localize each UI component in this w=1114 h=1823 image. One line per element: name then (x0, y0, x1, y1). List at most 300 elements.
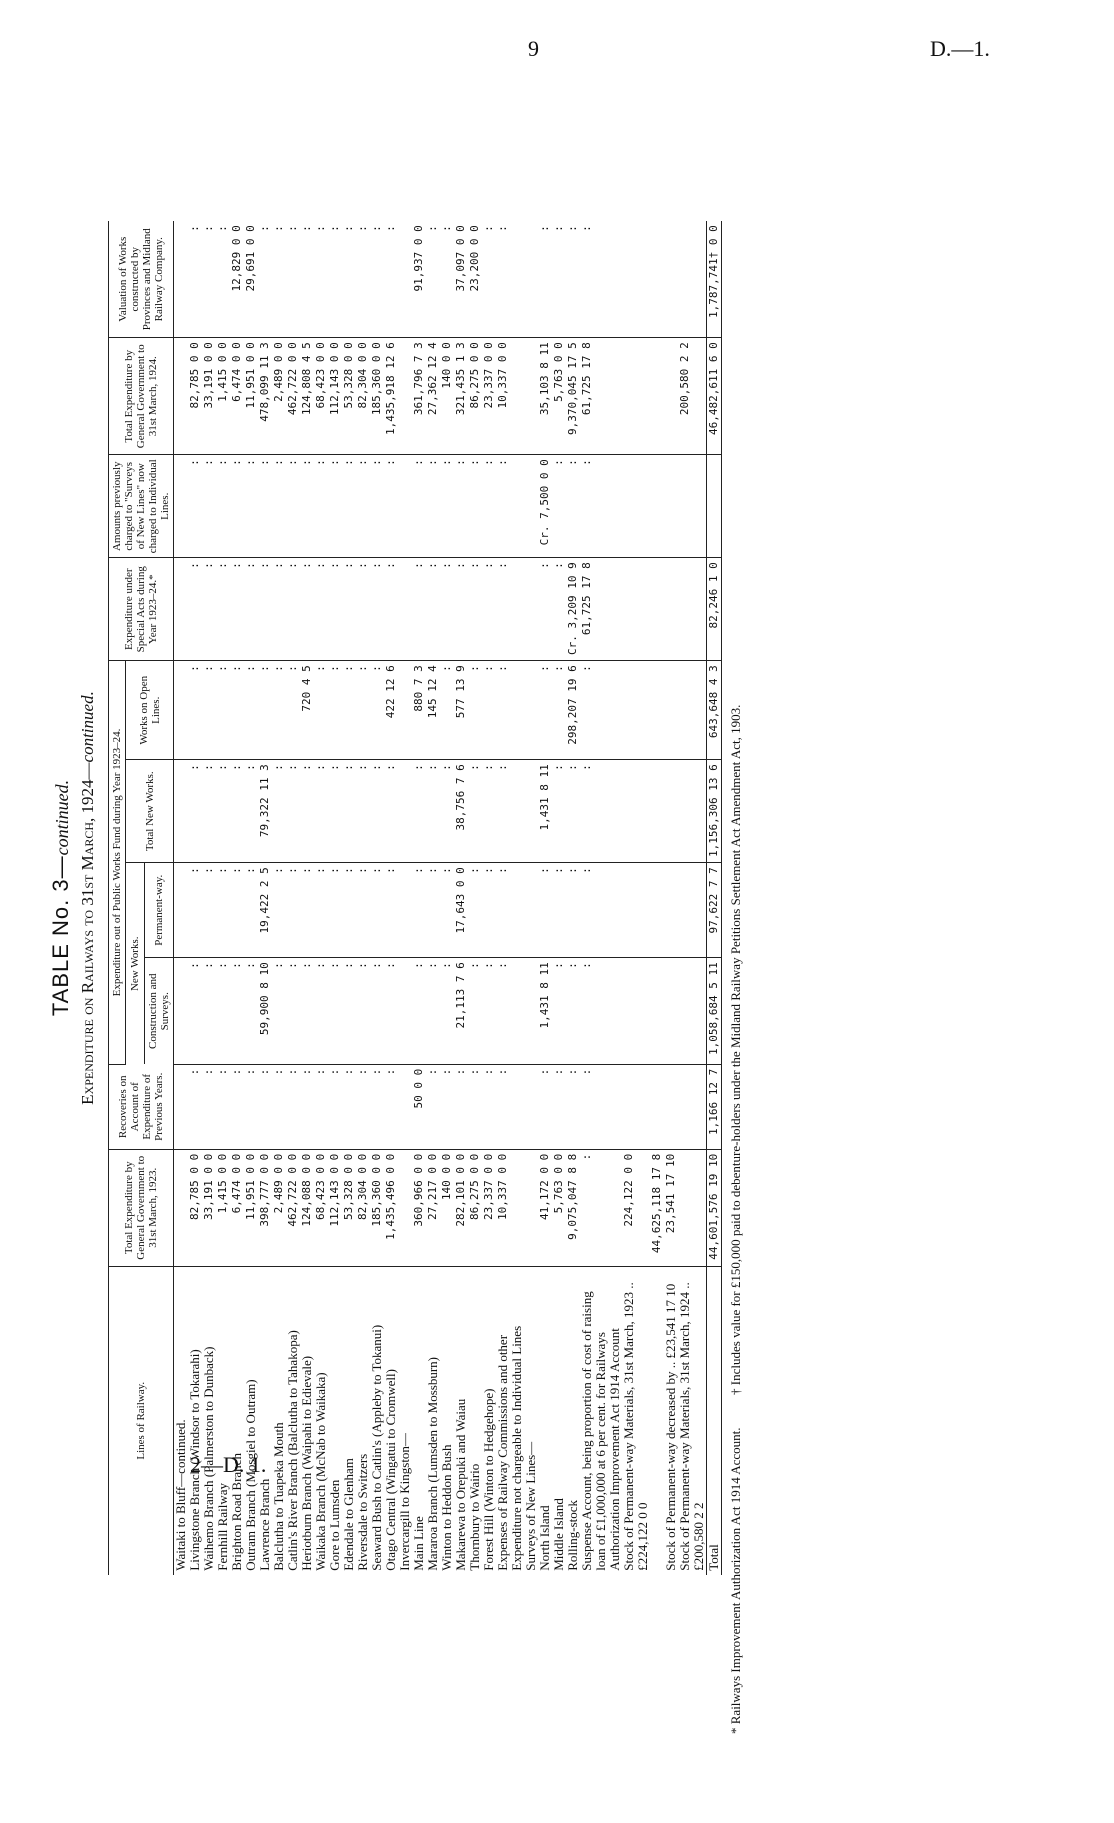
row-value: : (468, 863, 482, 958)
row-value: : (314, 558, 328, 661)
row-value (678, 1149, 707, 1266)
row-value: : (468, 760, 482, 863)
row-value: : (384, 221, 398, 338)
row-value: : (552, 558, 566, 661)
row-label (650, 1266, 664, 1575)
row-value (174, 338, 189, 455)
row-value (664, 558, 678, 661)
row-value: : (566, 863, 580, 958)
row-value: 1,166 12 7 (707, 1064, 722, 1149)
row-value: : (482, 863, 496, 958)
row-value (524, 455, 538, 558)
row-value (398, 760, 412, 863)
row-value: : (482, 661, 496, 760)
row-value: : (216, 760, 230, 863)
row-value: : (230, 558, 244, 661)
header-recoveries: Recoveries on Account of Expenditure of Previous Years. (109, 1064, 174, 1149)
row-value: 82,304 0 0 (356, 1149, 370, 1266)
table-row (398, 221, 412, 1575)
row-value: : (538, 863, 552, 958)
header-permanent-way: Permanent-way. (145, 863, 174, 958)
header-construction: Construction and Surveys. (145, 958, 174, 1065)
row-value (678, 1064, 707, 1149)
row-value: 1,058,684 5 11 (707, 958, 722, 1065)
row-value: : (314, 863, 328, 958)
row-value: : (538, 1064, 552, 1149)
row-label: Stock of Permanent-way decreased by .. £23,541 17 10 (663, 1283, 678, 1571)
row-value: 140 0 0 (440, 338, 454, 455)
row-value: : (356, 455, 370, 558)
row-value: : (496, 558, 524, 661)
table-row (412, 221, 426, 1575)
row-value: 35,103 8 11 (538, 338, 552, 455)
table-row (244, 221, 258, 1575)
row-value (174, 558, 189, 661)
row-value: : (370, 863, 384, 958)
row-value: : (482, 455, 496, 558)
row-value: : (580, 1064, 622, 1149)
row-value: : (412, 558, 426, 661)
row-value: : (426, 455, 440, 558)
row-value (524, 558, 538, 661)
row-value (622, 958, 650, 1065)
row-value: 462,722 0 0 (286, 1149, 300, 1266)
row-label: North Island (537, 1505, 552, 1571)
table-row (356, 221, 370, 1575)
row-value (650, 760, 664, 863)
row-value: 1,431 8 11 (538, 760, 552, 863)
row-value: : (258, 558, 272, 661)
row-value (678, 558, 707, 661)
row-value: : (230, 863, 244, 958)
row-value: : (426, 558, 440, 661)
row-value: 21,113 7 6 (454, 958, 468, 1065)
row-value (398, 1149, 412, 1266)
row-value: : (412, 455, 426, 558)
row-value: : (384, 455, 398, 558)
row-value: : (328, 455, 342, 558)
row-value: 112,143 0 0 (328, 1149, 342, 1266)
header-special-acts: Expenditure under Special Acts during Year 1923–24.* (109, 558, 174, 661)
row-value: : (286, 221, 300, 338)
row-value: 720 4 5 (300, 661, 314, 760)
row-value (650, 558, 664, 661)
row-value (174, 1064, 189, 1149)
footnote-dagger: † Includes value for £150,000 paid to debenture-holders under the Midland Railway Petitions Settlement Act Amendment Act, 1903. (728, 704, 743, 1395)
row-label: Waihemo Branch (Palmerston to Dunback) (201, 1346, 216, 1571)
row-value: : (580, 1149, 622, 1266)
expenditure-table (108, 221, 722, 1575)
row-value (398, 455, 412, 558)
row-value (524, 760, 538, 863)
row-value: : (202, 958, 216, 1065)
row-value (174, 1149, 189, 1266)
row-label: Riversdale to Switzers (355, 1453, 370, 1571)
row-value: 82,785 0 0 (188, 1149, 202, 1266)
row-value: : (356, 661, 370, 760)
row-value: 12,829 0 0 (230, 221, 244, 338)
row-value: : (286, 1064, 300, 1149)
row-value: : (314, 958, 328, 1065)
row-value: 422 12 6 (384, 661, 398, 760)
table-subtitle-main: Expenditure on Railways to 31st March, 1924— (78, 762, 97, 1105)
row-label: Outram Branch (Mosgiel to Outram) (243, 1379, 258, 1571)
row-value: : (328, 221, 342, 338)
row-value: : (286, 760, 300, 863)
row-value: 97,622 7 7 (707, 863, 722, 958)
row-value: 112,143 0 0 (328, 338, 342, 455)
row-value: : (300, 760, 314, 863)
table-row (272, 221, 286, 1575)
table-row (524, 221, 538, 1575)
row-value (678, 863, 707, 958)
row-value (622, 760, 650, 863)
row-value (524, 1149, 538, 1266)
row-value: : (314, 760, 328, 863)
row-value: : (328, 760, 342, 863)
row-value: : (580, 455, 622, 558)
row-value: : (300, 863, 314, 958)
row-value: 185,360 0 0 (370, 1149, 384, 1266)
row-value: : (370, 221, 384, 338)
row-value: : (314, 1064, 328, 1149)
row-value: 19,422 2 5 (258, 863, 272, 958)
row-value: 33,191 0 0 (202, 1149, 216, 1266)
row-value: : (412, 760, 426, 863)
row-value: : (468, 958, 482, 1065)
row-value: : (244, 760, 258, 863)
row-value: : (412, 958, 426, 1065)
row-value: : (468, 455, 482, 558)
row-value: : (356, 863, 370, 958)
row-value: : (538, 558, 552, 661)
row-value: : (580, 661, 622, 760)
row-value: : (272, 558, 286, 661)
row-value: 5,763 0 0 (552, 1149, 566, 1266)
row-label: Thornbury to Wairio (467, 1463, 482, 1571)
row-label: Balclutha to Tuapeka Mouth (271, 1422, 286, 1571)
document-code: D.—1. (930, 36, 990, 61)
row-label: Rolling-stock (565, 1499, 580, 1571)
row-value: 1,787,741† 0 0 (707, 221, 722, 338)
row-value: 360,966 0 0 (412, 1149, 426, 1266)
row-value (664, 661, 678, 760)
row-value: : (384, 863, 398, 958)
row-value: : (272, 661, 286, 760)
row-value: 91,937 0 0 (412, 221, 426, 338)
header-pwf-group: Expenditure out of Public Works Fund during Year 1923–24. (109, 661, 126, 1065)
table-title-cont: continued. (52, 779, 72, 856)
row-value: : (244, 958, 258, 1065)
header-total-prev: Total Expenditure by General Government to 31st March, 1923. (109, 1149, 174, 1266)
row-value: : (440, 760, 454, 863)
row-value: 44,625,118 17 8 (650, 1149, 664, 1266)
row-value: : (286, 661, 300, 760)
table-body (174, 221, 722, 1575)
row-value: : (566, 760, 580, 863)
row-value: : (370, 760, 384, 863)
row-value: 23,337 0 0 (482, 338, 496, 455)
table-row (216, 221, 230, 1575)
row-value: : (426, 221, 440, 338)
header-open-lines: Works on Open Lines. (126, 661, 174, 760)
row-value: : (244, 661, 258, 760)
row-value: : (342, 558, 356, 661)
row-label: Middle Island (551, 1498, 566, 1571)
table-title-main: TABLE No. 3— (48, 855, 73, 1017)
row-value: : (384, 1064, 398, 1149)
row-value: : (538, 661, 552, 760)
row-value: 68,423 0 0 (314, 1149, 328, 1266)
row-value: : (566, 1064, 580, 1149)
row-label: Winton to Heddon Bush (439, 1444, 454, 1571)
page-number: 9 (528, 36, 539, 61)
row-value: : (188, 863, 202, 958)
row-value: : (188, 760, 202, 863)
row-label: Makarewa to Orepuki and Waiau (453, 1398, 468, 1571)
row-value: : (496, 760, 524, 863)
row-value (398, 338, 412, 455)
row-value: : (384, 958, 398, 1065)
row-value: : (426, 863, 440, 958)
total-row (707, 221, 722, 1575)
row-value: : (328, 1064, 342, 1149)
row-value: 27,217 0 0 (426, 1149, 440, 1266)
row-value: : (202, 661, 216, 760)
row-value: : (216, 558, 230, 661)
row-value: : (286, 558, 300, 661)
row-value: : (566, 958, 580, 1065)
row-value: : (440, 863, 454, 958)
table-row (230, 221, 244, 1575)
row-value: : (454, 558, 468, 661)
row-value: : (300, 958, 314, 1065)
row-label: Invercargill to Kingston— (397, 1433, 412, 1571)
row-value: : (496, 958, 524, 1065)
row-value: 462,722 0 0 (286, 338, 300, 455)
table-row (538, 221, 552, 1575)
row-value: 1,415 0 0 (216, 1149, 230, 1266)
row-value: : (202, 455, 216, 558)
row-label: Stock of Permanent-way Materials, 31st March, 1923 .. £224,122 0 0 (621, 1282, 650, 1571)
row-value: : (580, 863, 622, 958)
row-value: : (370, 1064, 384, 1149)
row-value: : (454, 1064, 468, 1149)
row-value: 23,337 0 0 (482, 1149, 496, 1266)
row-value (678, 455, 707, 558)
row-value: 298,207 19 6 (566, 661, 580, 760)
row-value (664, 455, 678, 558)
row-value: : (482, 958, 496, 1065)
row-value: 53,328 0 0 (342, 338, 356, 455)
row-value: 27,362 12 4 (426, 338, 440, 455)
row-value (622, 558, 650, 661)
row-value: : (580, 760, 622, 863)
table-row (580, 221, 622, 1575)
row-value: : (258, 455, 272, 558)
row-value (664, 1064, 678, 1149)
row-value: : (244, 1064, 258, 1149)
row-value (664, 338, 678, 455)
table-row (482, 221, 496, 1575)
table-row (370, 221, 384, 1575)
row-label: Otago Central (Wingatui to Cromwell) (383, 1369, 398, 1571)
header-new-works: New Works. (126, 863, 145, 1065)
row-value: 880 7 3 (412, 661, 426, 760)
row-value: 6,474 0 0 (230, 338, 244, 455)
table-row (440, 221, 454, 1575)
table-row (314, 221, 328, 1575)
row-value: 38,756 7 6 (454, 760, 468, 863)
header-amounts-prev: Amounts previously charged to "Surveys of New Lines" now charged to Individual Lines. (109, 455, 174, 558)
row-value (650, 661, 664, 760)
row-value (174, 958, 189, 1065)
row-value: 79,322 11 3 (258, 760, 272, 863)
table-row (454, 221, 468, 1575)
row-label: Surveys of New Lines— (523, 1441, 538, 1571)
row-value: 44,601,576 19 10 (707, 1149, 722, 1266)
row-value: : (272, 1064, 286, 1149)
row-value: : (328, 958, 342, 1065)
row-value: 82,246 1 0 (707, 558, 722, 661)
row-value: : (314, 661, 328, 760)
row-value: 1,435,496 0 0 (384, 1149, 398, 1266)
row-value: : (440, 1064, 454, 1149)
row-value: : (216, 661, 230, 760)
table-row (202, 221, 216, 1575)
row-value: : (496, 863, 524, 958)
row-value: 46,482,611 6 0 (707, 338, 722, 455)
row-value: 61,725 17 8 (580, 558, 622, 661)
row-value (622, 455, 650, 558)
row-value: 29,691 0 0 (244, 221, 258, 338)
row-value (174, 760, 189, 863)
row-value: : (342, 863, 356, 958)
row-value: : (552, 958, 566, 1065)
row-value (524, 221, 538, 338)
row-value: 10,337 0 0 (496, 338, 524, 455)
row-value: : (286, 958, 300, 1065)
row-label: Stock of Permanent-way Materials, 31st March, 1924 .. £200,580 2 2 (677, 1282, 706, 1571)
row-value: 86,275 0 0 (468, 338, 482, 455)
row-value: : (188, 661, 202, 760)
row-label: Edendale to Glenham (341, 1458, 356, 1571)
table-row (384, 221, 398, 1575)
row-value (398, 558, 412, 661)
row-value: : (314, 455, 328, 558)
row-value: : (356, 958, 370, 1065)
row-value: 398,777 0 0 (258, 1149, 272, 1266)
row-value: : (202, 760, 216, 863)
row-value (398, 1064, 412, 1149)
row-value: : (314, 221, 328, 338)
row-value: 9,370,045 17 5 (566, 338, 580, 455)
row-value (524, 661, 538, 760)
row-value: : (188, 221, 202, 338)
row-label: Waikaka Branch (McNab to Waikaka) (313, 1372, 328, 1571)
row-value: : (188, 558, 202, 661)
row-value (398, 958, 412, 1065)
row-value: 361,796 7 3 (412, 338, 426, 455)
row-value: : (370, 558, 384, 661)
row-value: 11,951 0 0 (244, 1149, 258, 1266)
row-value: 11,951 0 0 (244, 338, 258, 455)
row-value: 86,275 0 0 (468, 1149, 482, 1266)
row-value: : (342, 661, 356, 760)
row-label: Mararoa Branch (Lumsden to Mossburn) (425, 1357, 440, 1571)
row-label: Heriotburn Branch (Waipahi to Edievale) (299, 1355, 314, 1571)
footnote-star: * Railways Improvement Authorization Act 1914 Account. (728, 1427, 743, 1734)
row-label: Lawrence Branch (257, 1478, 272, 1571)
row-value: 145 12 4 (426, 661, 440, 760)
row-value (398, 661, 412, 760)
row-value (664, 863, 678, 958)
row-value: : (258, 1064, 272, 1149)
row-value (524, 863, 538, 958)
footnotes (728, 48, 744, 1748)
row-value: : (454, 455, 468, 558)
row-label: Total (707, 1266, 722, 1575)
row-value: 10,337 0 0 (496, 1149, 524, 1266)
table-row (650, 221, 664, 1575)
row-value: 50 0 0 (412, 1064, 426, 1149)
row-value: : (384, 760, 398, 863)
row-value (650, 863, 664, 958)
row-value: : (566, 455, 580, 558)
row-value: : (244, 455, 258, 558)
row-value: : (440, 558, 454, 661)
row-value: 1,156,306 13 6 (707, 760, 722, 863)
table-row (300, 221, 314, 1575)
row-value: 1,431 8 11 (538, 958, 552, 1065)
row-value: : (272, 958, 286, 1065)
row-value: : (356, 760, 370, 863)
table-subtitle-cont: continued. (78, 691, 97, 763)
row-value: 6,474 0 0 (230, 1149, 244, 1266)
table-row (622, 221, 650, 1575)
table-subtitle (78, 48, 98, 1748)
row-value (664, 760, 678, 863)
row-value: : (300, 455, 314, 558)
row-value (174, 221, 189, 338)
row-value: 224,122 0 0 (622, 1149, 650, 1266)
row-value: : (342, 455, 356, 558)
row-value (650, 958, 664, 1065)
row-value: : (328, 863, 342, 958)
row-value: : (202, 558, 216, 661)
row-label: Suspense Account, being proportion of cost of raising loan of £1,000,000 at 6 per cent. for Railways Authorization Improvement Act 1914 Account (579, 1291, 622, 1571)
row-value (650, 1064, 664, 1149)
row-value (174, 455, 189, 558)
row-value: : (566, 221, 580, 338)
row-value: : (370, 958, 384, 1065)
row-value: : (496, 661, 524, 760)
row-value: : (342, 958, 356, 1065)
row-value: : (272, 863, 286, 958)
row-value: 577 13 9 (454, 661, 468, 760)
row-value: Cr. 3,209 10 9 (566, 558, 580, 661)
row-label: Forest Hill (Winton to Hedgehope) (481, 1388, 496, 1571)
row-label: Catlin's River Branch (Balclutha to Tahakopa) (285, 1330, 300, 1571)
table-row (342, 221, 356, 1575)
row-value: : (440, 455, 454, 558)
row-value: : (202, 863, 216, 958)
row-value (174, 661, 189, 760)
row-value: : (328, 558, 342, 661)
row-value (524, 958, 538, 1065)
rotated-table-region (40, 48, 1030, 1748)
row-value: 82,304 0 0 (356, 338, 370, 455)
